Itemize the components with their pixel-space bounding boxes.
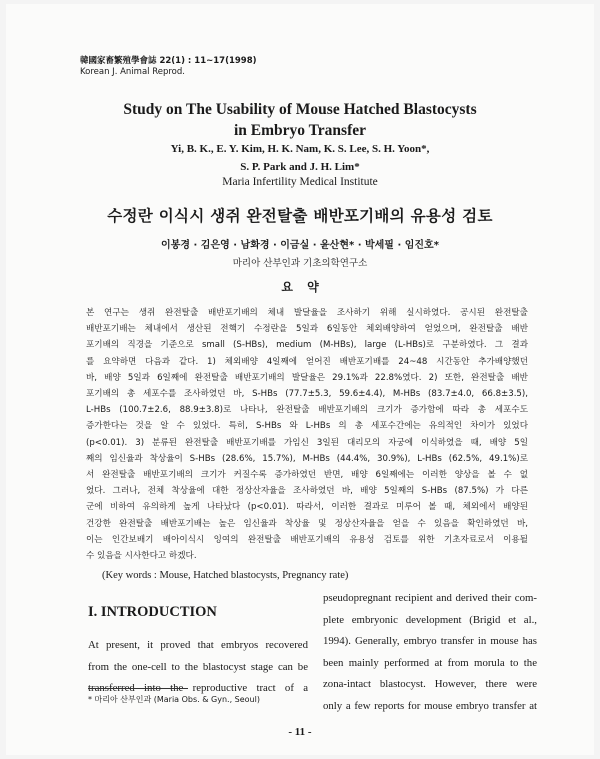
abstract-body	[86, 305, 528, 564]
journal-korean-line: 韓國家畜繁殖學會誌 22(1) : 11~17(1998)	[80, 56, 257, 66]
body-line: pseudopregnant recipient and derived their com-	[323, 592, 537, 604]
body-line: only a few reports for mouse embryo transfer at	[323, 699, 537, 712]
body-line: plete embryonic development (Brigid et al.,	[323, 613, 537, 626]
journal-english-line: Korean J. Animal Reprod.	[80, 67, 185, 77]
abstract-heading: 요 약	[281, 280, 319, 294]
abstract-line: (p<0.01). 3) 분류된 완전탈출 배반포기배를 가임신 3일된 대리모의 자궁에 이식하였을 때, 배양 5일	[86, 437, 528, 448]
section-heading-introduction: I. INTRODUCTION	[88, 604, 217, 620]
body-line: 1994). Generally, embryo transfer in mouse has	[323, 635, 537, 647]
title-line-1: Study on The Usability of Mouse Hatched Blastocysts	[123, 101, 477, 118]
author-list	[66, 140, 534, 176]
abstract-line: 본 연구는 생쥐 완전탈출 배반포기배의 체내 발달율을 조사하기 위해 실시하였다. 공시된 완전탈출	[86, 308, 528, 318]
title-line-2: in Embryo Transfer	[233, 122, 367, 139]
footnote-divider	[88, 688, 188, 689]
korean-title: 수정란 이식시 생쥐 완전탈출 배반포기배의 유용성 검토	[107, 207, 493, 225]
body-line: been mainly performed at from morula to the	[323, 656, 537, 669]
paper-title	[66, 99, 534, 141]
body-line: zona-intact blastocyst. However, there were	[323, 678, 537, 690]
abstract-line: 군에 비하여 유의하게 높게 나타났다 (p<0.01). 따라서, 이러한 결과로 미루어 볼 때, 체외에서 배양된	[86, 502, 528, 513]
abstract-line: 바, 배양 5일과 6일째에 완전탈출 배반포기배의 발달율은 29.1%과 22.8%였다. 2) 또한, 완전탈출 배반	[86, 372, 528, 383]
journal-citation	[80, 56, 257, 78]
abstract-line: 서 완전탈출 배반포기배의 크기가 커질수록 증가하였던 반면, 배양 6일째에는 이러한 양상을 볼 수 없	[86, 470, 528, 481]
abstract-line: L-HBs (100.7±2.6, 88.9±3.8)로 나타나, 완전탈출 배반포기배의 크기가 증가함에 따라 총 세포수도	[86, 405, 528, 416]
right-column	[323, 588, 537, 717]
abstract-line: 를 요약하면 다음과 같다. 1) 체외배양 4일째에 얻어진 배반포기배를 24~48 시간동안 추가배양했던	[86, 356, 528, 367]
authors-line-1: Yi, B. K., E. Y. Kim, H. K. Nam, K. S. Lee, S. H. Yoon*,	[170, 143, 430, 155]
abstract-line: 수 있음을 시사한다고 하겠다.	[86, 551, 197, 562]
paper-page	[6, 4, 594, 755]
page-number: - 11 -	[288, 726, 312, 738]
left-column	[88, 635, 308, 700]
authors-line-2: S. P. Park and J. H. Lim*	[240, 161, 360, 173]
abstract-line: 었다. 그러나, 전체 착상율에 대한 정상산자율을 조사하였던 바, 배양 5일째의 S-HBs (87.5%) 가 다른	[86, 486, 528, 497]
body-line: from the one-cell to the blastocyst stage can be	[88, 660, 308, 673]
institute: Maria Infertility Medical Institute	[222, 176, 378, 188]
abstract-line: 포기배의 직경을 기준으로 small (S-HBs), medium (M-HBs), large (L-HBs)로 구분하였다. 그 결과	[86, 340, 528, 351]
abstract-line: 째의 임신율과 착상율이 S-HBs (28.6%, 15.7%), M-HBs (44.4%, 30.9%), L-HBs (62.5%, 49.1%)로	[86, 453, 528, 464]
abstract-line: 증가한다는 것을 알 수 있었다. 특히, S-HBs 와 L-HBs 의 총 세포수간에는 유의적인 차이가 있었다	[86, 421, 528, 432]
korean-authors: 이봉경 · 김은영 · 남화경 · 이금실 · 윤산현* · 박세필 · 임진호*	[161, 240, 439, 251]
abstract-line: 포기배의 총 세포수를 조사하였던 바, S-HBs (77.7±5.3, 59.6±4.4), M-HBs (83.7±4.0, 66.8±3.5),	[86, 389, 528, 400]
keywords: (Key words : Mouse, Hatched blastocysts, Pregnancy rate)	[102, 570, 349, 581]
footnote: * 마리아 산부인과 (Maria Obs. & Gyn., Seoul)	[88, 695, 260, 704]
body-line: At present, it proved that embryos recovered	[88, 639, 308, 651]
body-line: transferred into the reproductive tract of a	[88, 682, 308, 694]
korean-institute: 마리아 산부인과 기초의학연구소	[232, 258, 368, 269]
abstract-line: 배반포기배는 체내에서 생산된 전핵기 수정란을 5일과 6일동안 체외배양하여 얻었으며, 완전탈출 배반	[86, 324, 528, 335]
abstract-line: 건강한 완전탈출 배반포기배는 높은 임신율과 착상율 및 정상산자율을 얻을 수 있음을 확인하였던 바,	[86, 518, 528, 529]
abstract-line: 이는 인간보배기 배아이식시 잉여의 완전탈출 배반포기배의 유용성 검토를 위한 기초자료로서 이용될	[86, 534, 528, 545]
